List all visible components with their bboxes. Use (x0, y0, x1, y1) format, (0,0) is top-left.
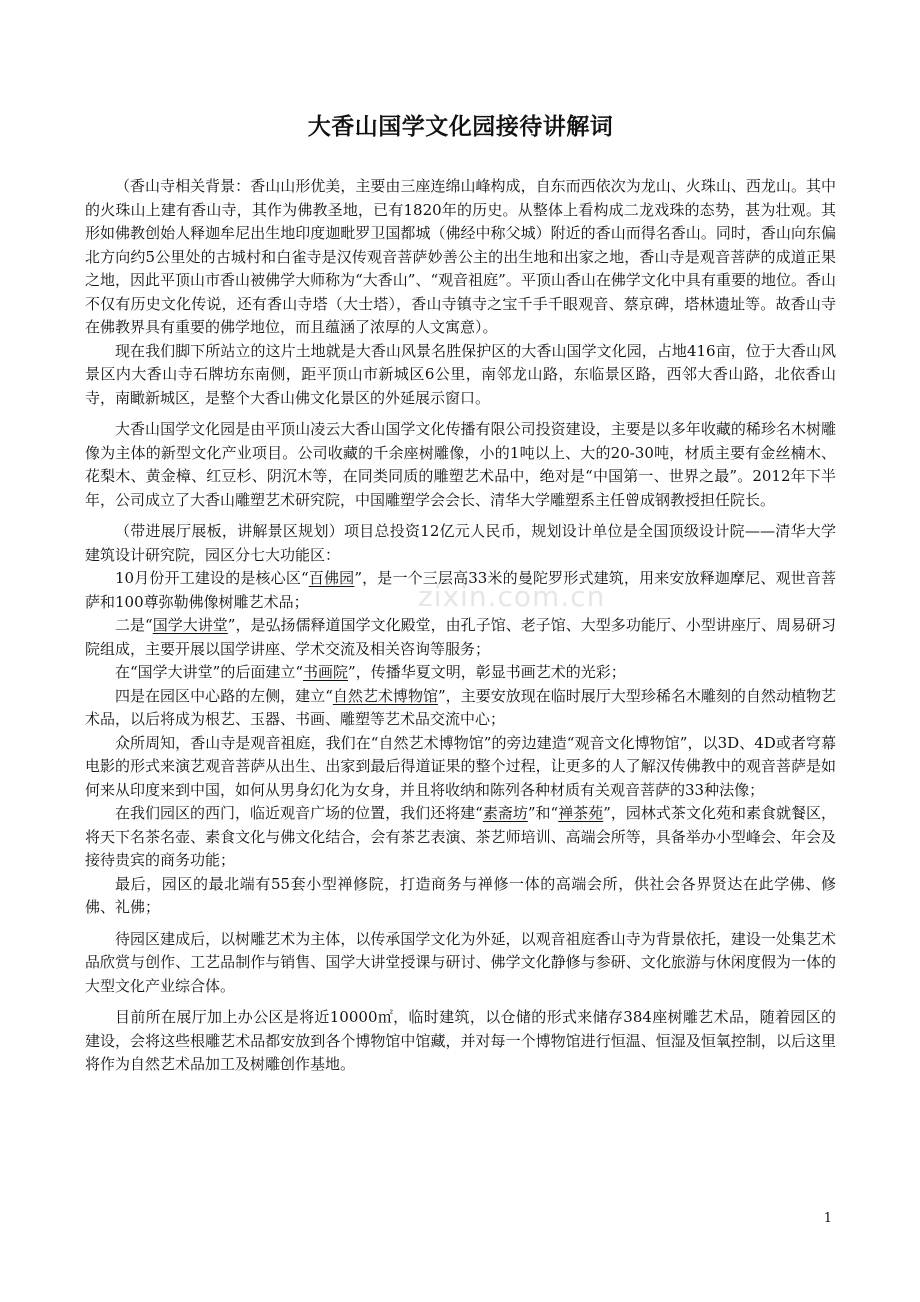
underlined-term: 书画院 (303, 663, 349, 681)
paragraph-background: （香山寺相关背景：香山山形优美，主要由三座连绵山峰构成，自东而西依次为龙山、火珠山、西龙山。其中的火珠山上建有香山寺，其作为佛教圣地，已有1820年的历史。从整体上看构成二龙戏珠的态势，甚为壮观。其形如佛教创始人释迦牟尼出生地印度迦毗罗卫国都城（佛经中称父城）附近的香山而得名香山。同时，香山向东偏北方向约5公里处的古城村和白雀寺是汉传观音菩萨妙善公主的出生地和出家之地，香山寺是观音菩萨的成道正果之地，因此平顶山市香山被佛学大师称为“大香山”、“观音祖庭”。平顶山香山在佛学文化中具有重要的地位。香山不仅有历史文化传说，还有香山寺塔（大士塔），香山寺镇寺之宝千手千眼观音、蔡京碑，塔林遗址等。故香山寺在佛教界具有重要的佛学地位，而且蕴涵了浓厚的人文寓意）。 (85, 177, 836, 336)
paragraph-tea-garden (85, 802, 836, 873)
text-segment: 四是在园区中心路的左侧，建立“ (115, 686, 333, 705)
text-segment: 在“国学大讲堂”的后面建立“ (115, 663, 304, 681)
text-segment: ”，是一个三层高33米的曼陀罗形式建筑，用来安放释迦摩尼、观世音菩萨和100尊弥勒佛像树雕艺术品； (85, 569, 836, 611)
paragraph-company: 大香山国学文化园是由平顶山凌云大香山国学文化传播有限公司投资建设，主要是以多年收藏的稀珍名木树雕像为主体的新型文化产业项目。公司收藏的千余座树雕像，小的1吨以上、大的20-30吨，材质主要有金丝楠木、花梨木、黄金樟、红豆杉、阴沉木等，在同类同质的雕塑艺术品中，绝对是“中国第一、世界之最”。2012年下半年，公司成立了大香山雕塑艺术研究院，中国雕塑学会会长、清华大学雕塑系主任曾成钢教授担任院长。 (85, 420, 836, 509)
text-segment: ”，是弘扬儒释道国学文化殿堂，由孔子馆、老子馆、大型多功能厅、小型讲座厅、周易研习院组成，主要开展以国学讲座、学术交流及相关咨询等服务； (85, 616, 836, 658)
page-number: 1 (823, 1211, 832, 1226)
text-segment: 10月份开工建设的是核心区“ (115, 569, 309, 587)
paragraph-lecture-hall (85, 614, 836, 661)
paragraph-baifo-garden (85, 567, 836, 614)
text-segment: 二是“ (115, 616, 153, 634)
document-body (85, 108, 836, 1077)
paragraph-current-status: 目前所在展厅加上办公区是将近10000㎡，临时建筑，以仓储的形式来储存384座树雕艺术品，随着园区的建设，会将这些根雕艺术品都安放到各个博物馆中馆藏，并对每一个博物馆进行恒温、恒湿及恒氧控制，以后这里将作为自然艺术品加工及树雕创作基地。 (85, 1008, 836, 1073)
text-segment: ”，传播华夏文明，彰显书画艺术的光彩； (348, 663, 626, 681)
paragraph-location: 现在我们脚下所站立的这片土地就是大香山风景名胜保护区的大香山国学文化园，占地416亩，位于大香山风景区内大香山寺石牌坊东南侧，距平顶山市新城区6公里，南邻龙山路，东临景区路，西邻大香山路，北依香山寺，南瞰新城区，是整个大香山佛文化景区的外延展示窗口。 (85, 341, 836, 407)
document-title: 大香山国学文化园接待讲解词 (307, 114, 614, 140)
underlined-term: 自然艺术博物馆 (332, 686, 438, 705)
underlined-term: 禅茶苑 (558, 804, 604, 822)
paragraph-planning: （带进展厅展板，讲解景区规划）项目总投资12亿元人民币，规划设计单位是全国顶级设计院——清华大学建筑设计研究院，园区分七大功能区： (85, 522, 836, 564)
underlined-term: 国学大讲堂 (152, 616, 228, 634)
underlined-term: 百佛园 (308, 569, 355, 587)
paragraph-guanyin-museum: 众所周知，香山寺是观音祖庭，我们在“自然艺术博物馆”的旁边建造“观音文化博物馆”，以3D、4D或者穹幕电影的形式来演艺观音菩萨从出生、出家到最后得道证果的整个过程，让更多的人了解汉传佛教中的观音菩萨是如何来从印度来到中国，如何从男身幻化为女身，并且将收纳和陈列各种材质有关观音菩萨的33种法像； (85, 733, 836, 799)
paragraph-nature-museum (85, 685, 836, 732)
watermark: zixin.com.cn (418, 580, 606, 613)
paragraph-meditation: 最后，园区的最北端有55套小型禅修院，打造商务与禅修一体的高端会所，供社会各界贤达在此学佛、修佛、礼佛； (85, 874, 836, 916)
paragraph-painting-academy (85, 661, 836, 685)
text-segment: 在我们园区的西门，临近观音广场的位置，我们还将建“ (115, 804, 483, 822)
text-segment: ”和“ (527, 804, 559, 822)
text-segment: ”，主要安放现在临时展厅大型珍稀名木雕刻的自然动植物艺术品，以后将成为根艺、玉器、书画、雕塑等艺术品交流中心； (85, 686, 836, 728)
paragraph-vision: 待园区建成后，以树雕艺术为主体，以传承国学文化为外延，以观音祖庭香山寺为背景依托，建设一处集艺术品欣赏与创作、工艺品制作与销售、国学大讲堂授课与研讨、佛学文化静修与参研、文化旅游与休闲度假为一体的大型文化产业综合体。 (85, 929, 836, 995)
text-segment: ”，园林式茶文化苑和素食就餐区，将天下名茶名壶、素食文化与佛文化结合，会有茶艺表演、茶艺师培训、高端会所等，具备举办小型峰会、年会及接待贵宾的商务功能； (85, 804, 836, 869)
underlined-term: 素斋坊 (482, 804, 528, 822)
